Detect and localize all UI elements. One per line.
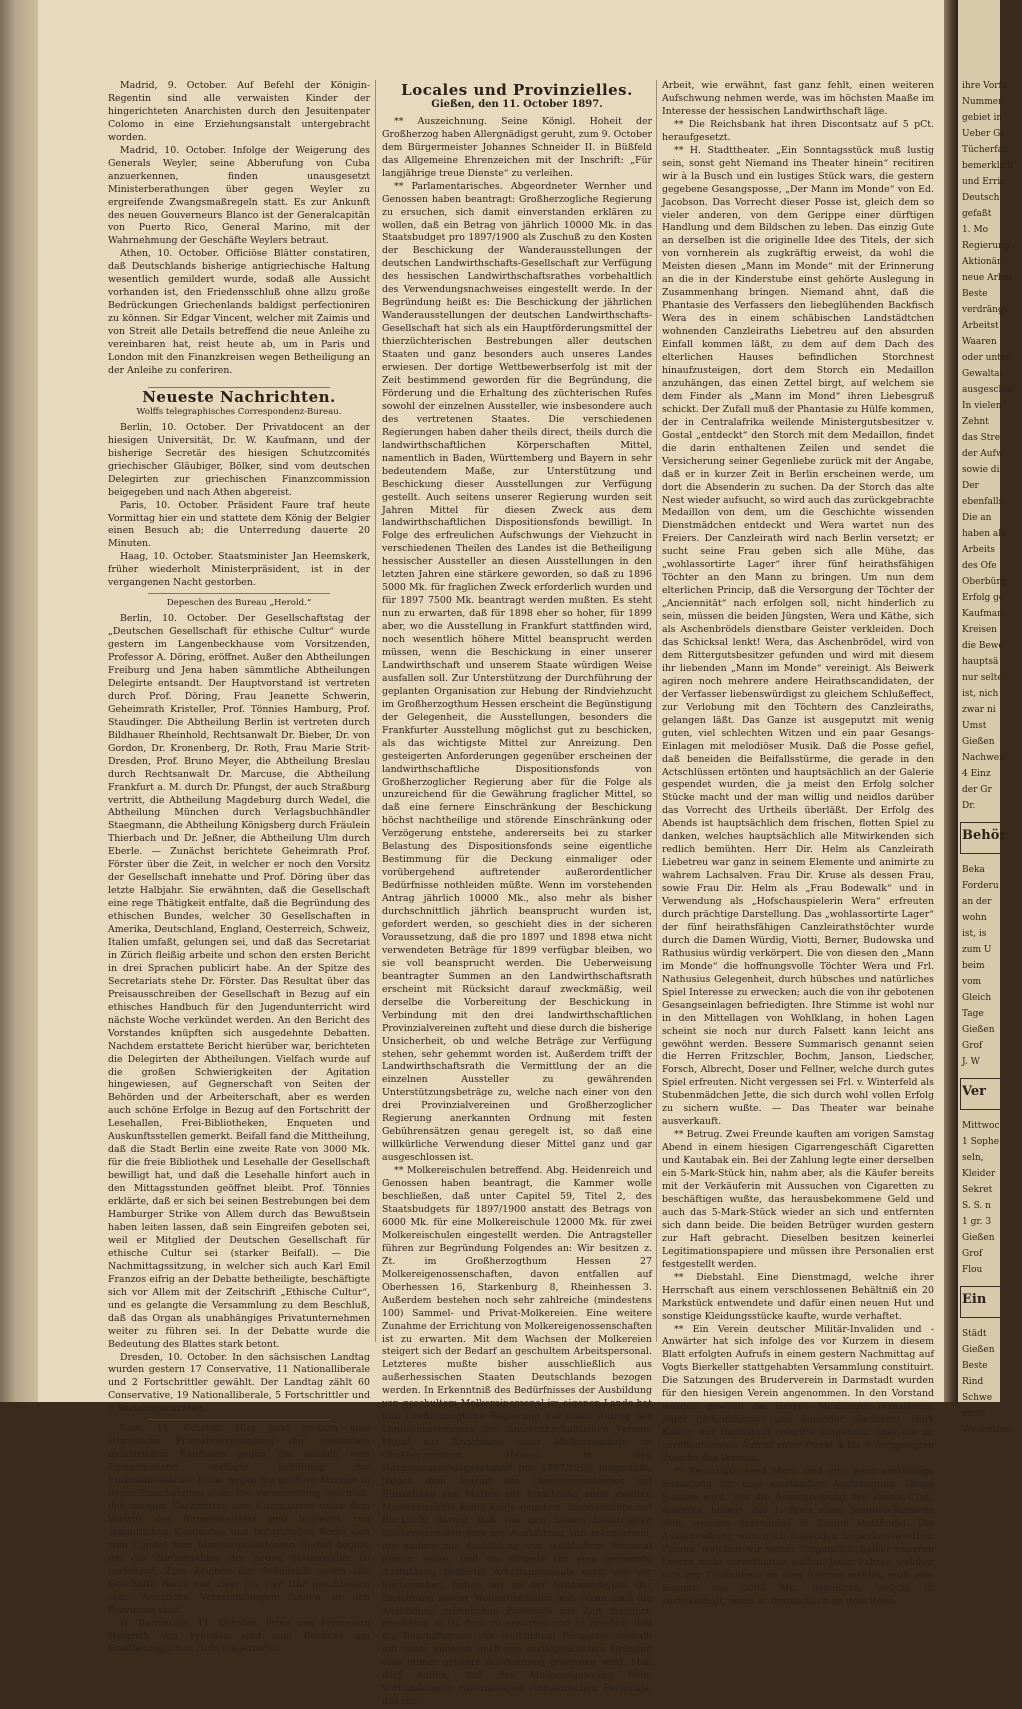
adjacent-page-text: Umst	[962, 721, 987, 731]
article-madrid-1: Madrid, 9. October. Auf Befehl der Königin-Regentin sind alle verwaisten Kinder der hingerichteten Anarchisten durch den Jesuitenpater Colomo in eine Erziehungsanstalt untergebracht worden.	[108, 80, 370, 143]
adjacent-page-ad-title: Ver	[962, 1084, 987, 1099]
adjacent-page-text: gefaßt	[962, 209, 992, 219]
page-edge-left	[0, 0, 38, 1402]
article-berlin-1: Berlin, 10. October. Der Privatdocent an der hiesigen Universität, Dr. W. Kaufmann, und der bisherige Secretär des hiesigen Schutzcomités griechischer Gläubiger, Bölker, sind vom deutschen Delegirten zur griechischen Finanzcommission beigegeben und nach Athen abgereist.	[108, 421, 370, 498]
dateline: Gießen, den 11. October 1897.	[431, 98, 603, 110]
adjacent-page-text: Grof	[962, 1249, 983, 1259]
adjacent-page-text: Beka	[962, 865, 985, 875]
adjacent-page-text: die Bewe	[962, 641, 1004, 651]
adjacent-page-text: Die an	[962, 513, 992, 523]
adjacent-page-text: der Gr	[962, 785, 992, 795]
adjacent-page-text: ist, nich	[962, 689, 999, 699]
adjacent-page-text: 1 Sophe	[962, 1137, 1000, 1147]
divider	[148, 1419, 330, 1420]
article-haag: Haag, 10. October. Staatsminister Jan Heemskerk, früher wiederholt Ministerpräsident, ist in der vergangenen Nacht gestorben.	[108, 551, 370, 589]
adjacent-page-text: Gießen	[962, 1025, 995, 1035]
article-molkereischulen: ** Molkereischulen betreffend. Abg. Heidenreich und Genossen haben beantragt, die Kammer wolle beschließen, daß unter Capitel 59, Titel 2, des Staatsbudgets für 1897/1900 anstatt des Betrags von 6000 Mk. für eine Molkereischule 12000 Mk. für zwei Molkereischulen eingestellt werden. Die Antragsteller führen zur Begründung Folgendes an: Wir besitzen z. Zt. im Großherzogthum Hessen 27 Molkereigenossenschaften, davon entfallen auf Oberhessen 16, Starkenburg 8, Rheinhessen 3. Außerdem bestehen noch sehr zahlreiche (mindestens 100) Sammel- und Privat-Molkereien. Eine weitere Zunahme der Errichtung von Molkereigenossenschaften ist zu erwarten. Mit dem Wachsen der Molkereien steigert sich der Bedarf an geschultem Arbeitspersonal. Letzteres mußte bisher ausschließlich aus außerhessischen Staaten Deutschlands bezogen werden. In Erkenntniß des Bedürfnisses der Ausbildung von geschultem Molkereipersonal im eigenen Lande hat nun Großherzogliche Regierung auf einen Antrag des Landesausschusses der landwirthschaftlichen Vereine Mittel zur Errichtung einer Molkereischule im Großherzogthum Hessen in den Hauptvoranschlagsentwurf pro 1897/1900 eingestellt, jedoch dem Antrag des Landesausschusses auf Einstellung von Mitteln zur Errichtung einer zweiten Molkereischule keine Folge gegeben. Insbesondere mit Rücksicht darauf, daß von den beiden beantragten Molkereischulen eine zur Ausbildung von männlichem, die andere zur Ausbildung von weiblichem Personal dienen sollte, und die Gründe für eine getrennte Ausbildung beiderlei Arbeitspersonals noch wie vor fortbestehen, halten wir an der Nothwendigkeit der Errichtung zweier Molkereischulen fest. Wenn auch die Ausbildung männlichen Personals zur Zeit dringlich erscheint, so ist doch zu erwarten und zu ersehen, daß die Beschäftigung von weiblichem Personale deshalb mit unter anderen auch aus socialpolitischen Gründen eine immer größere Ausdehnung gewinnen wird. Man darf hoffen, daß das Molkereigewerbe beim Vorhandensein zuverlässigen einheimischen Personals, das zur	[382, 1165, 652, 1708]
adjacent-page-text: S. S. n	[962, 1201, 991, 1211]
adjacent-page-text: haben als	[962, 529, 1006, 539]
article-auszeichnung: ** Auszeichnung. Seine Königl. Hoheit der Großherzog haben Allergnädigst geruht, zum 9. October dem Bürgermeister Johannes Schneider II. in Büßfeld das Allgemeine Ehrenzeichen mit der Inschrift: „Für langjährige treue Dienste“ zu verleihen.	[382, 115, 652, 179]
adjacent-page-text: Gießen	[962, 737, 995, 747]
column-2	[382, 81, 653, 1708]
adjacent-page-text: Städt	[962, 1329, 987, 1339]
adjacent-page-text: Gießen	[962, 1233, 995, 1243]
adjacent-page-text: hauptsä	[962, 657, 999, 667]
adjacent-page-text: zum U	[962, 945, 992, 955]
adjacent-page-text: Der	[962, 481, 979, 491]
adjacent-page-text: beim	[962, 961, 985, 971]
adjacent-page-text: 1 gr. 3	[962, 1217, 992, 1227]
article-darmstadt: H. Darmstadt, 11. October. Prinz und Prinzessin Heinrich von Preußen sind zum Besuche am Großherzoglichen Hofe eingetroffen.	[108, 1617, 370, 1655]
article-continuation: Arbeit, wie erwähnt, fast ganz fehlt, einen weiteren Aufschwung nehmen werde, was im höchsten Maaße im Interesse der hessischen Landwirthschaft läge.	[662, 80, 934, 117]
adjacent-page-text: des Ofe	[962, 561, 997, 571]
adjacent-page-text: gebiet in	[962, 113, 1003, 123]
adjacent-page-ad-title: Behör	[962, 828, 1007, 843]
adjacent-page-text: ebenfalls	[962, 497, 1004, 507]
adjacent-page-text: nicht	[962, 1409, 986, 1419]
adjacent-page-text: Nummer	[962, 97, 1003, 107]
column-rule	[375, 80, 376, 1342]
adjacent-page-text: Gießen	[962, 1345, 995, 1355]
adjacent-page-ad-title: Ein	[962, 1292, 987, 1307]
adjacent-page-text: ausgeschlo	[962, 385, 1013, 395]
adjacent-page-text: seln,	[962, 1153, 984, 1163]
section-subheading-herold: Depeschen des Bureau „Herold.“	[166, 598, 312, 609]
article-reichsbank: ** Die Reichsbank hat ihren Discontsatz auf 5 pCt. heraufgesetzt.	[662, 118, 934, 143]
column-rule	[656, 80, 657, 1342]
adjacent-page-text: Tage	[962, 1009, 984, 1019]
article-rom: Rom, 11. October. Hier fand gestern eine stürmische Protestversammlung der römischen industriellen Kaufleute gegen die neulich vom Finanzminister verfügte Erhöhung der Einkommensteuer bezw. gegen die größere Strenge in deren Einschätzung statt. Die Versammlung beschloß, daß morgen Nachmittag eine Commission unter dem Vortritt des Bürgermeisters und begleitet von sämmtlichen Kaufleuten und Industriellen Roms sich vom Capitol zum Ministerpräsidenten Rudini begibt, um die Zurücknahme der neuen Steuerrollen zu verlangen. Zum Zeichen der Solidarität sollen alle Geschäfte Roms von zwei bis vier Uhr geschlossen sein. Aehnliche Versammlungen fanden in den Provinzen statt.	[108, 1423, 370, 1616]
adjacent-page-text: Kleider	[962, 1169, 996, 1179]
article-madrid-2: Madrid, 10. October. Infolge der Weigerung des Generals Weyler, seine Abberufung von Cuba anzuerkennen, finden unausgesetzt Ministerberathungen über gegen Weyler zu ergreifende Zwangsmaßregeln statt. Es zur Ankunft des neuen Gouverneurs Blanco ist der Generalcapitän von Puerto Rico, General Marino, mit der Wahrnehmung der Geschäfte Weylers betraut.	[108, 144, 370, 247]
adjacent-page-text: zwar ni	[962, 705, 996, 715]
adjacent-page-text: Oberbürg	[962, 577, 1007, 587]
adjacent-page-text: Rind	[962, 1377, 984, 1387]
adjacent-page-text: ist, is	[962, 929, 987, 939]
article-dresden: Dresden, 10. October. In den sächsischen Landtag wurden gestern 17 Conservative, 11 Nationalliberale und 2 Fortschrittler gewählt. Der Landtag zählt 60 Conservative, 19 Nationalliberale, 5 Fortschrittler und 8 Sozialdemokraten.	[108, 1351, 370, 1415]
adjacent-page-text: Beste	[962, 289, 988, 299]
adjacent-page-text: In vielen	[962, 401, 1002, 411]
book-binding-gutter	[944, 0, 958, 1402]
adjacent-page-text: neue Arbei	[962, 273, 1012, 283]
adjacent-page-text: der Aufw	[962, 449, 1004, 459]
adjacent-page-text: bemerklich	[962, 161, 1014, 171]
adjacent-page-text: Weidenren	[962, 1425, 1012, 1435]
adjacent-page-text: Dr.	[962, 801, 976, 811]
adjacent-page-text: Arbeitst	[962, 321, 999, 331]
adjacent-page-text: ihre Vorfa	[962, 81, 1008, 91]
adjacent-page-text: nur selte	[962, 673, 1003, 683]
article-paris: Paris, 10. October. Präsident Faure traf heute Vormittag hier ein und stattete dem König der Belgier einen Besuch ab; die Unterredung dauerte 20 Minuten.	[108, 499, 370, 550]
section-heading-neueste-nachrichten: Neueste Nachrichten.	[142, 387, 336, 406]
adjacent-page-text: und Erric	[962, 177, 1006, 187]
adjacent-page-text: Schwe	[962, 1393, 993, 1403]
adjacent-page-text: vom	[962, 977, 982, 987]
adjacent-page-text: Flou	[962, 1265, 983, 1275]
adjacent-page-text: Nachweis	[962, 753, 1007, 763]
adjacent-page-text: Beste	[962, 1361, 988, 1371]
adjacent-page-text: Kaufman	[962, 609, 1003, 619]
divider	[148, 593, 330, 594]
divider	[148, 387, 330, 388]
adjacent-page-text: J. W	[962, 1057, 980, 1067]
adjacent-page-text: Waaren	[962, 337, 997, 347]
adjacent-page-text: Gewaltat	[962, 369, 1004, 379]
adjacent-page-text: verdrängt	[962, 305, 1008, 315]
adjacent-page-text: sowie di	[962, 465, 1000, 475]
adjacent-page-text: Grof	[962, 1041, 983, 1051]
adjacent-page-text: Tücherfab	[962, 145, 1009, 155]
article-stadttheater: ** H. Stadttheater. „Ein Sonntagsstück muß lustig sein, sonst geht Niemand ins Theater hinein“ recitiren wir à la Busch und ein lustiges Stück wars, die gestern gegebene Gesangsposse, „Der Mann im Monde“ von Ed. Jacobson. Das Vorrecht dieser Posse ist, gleich dem so vieler anderen, von dem Gerippe einer dürftigen Handlung und dem Bildschen zu leben. Das einzig Gute an derselben ist die originelle Idee des Titels, der sich von vornherein als zugkräftig erweist, da wohl die Meisten diesen „Mann im Monde“ mit der Erinnerung an die in der Kinderstube einst gehörte Auslegung in Zusammenhang bringen. Niemand ahnt, daß die Phantasie des Verfassers den liebeglühenden Backfisch Wera des in einem schäbischen Landstädtchen wohnenden Canzleiraths Liebetreu auf den absurden Einfall kommen läßt, zu dem auf dem Dach des elterlichen Hauses befindlichen Storchnest hinaufzusteigen, dort dem Storch ein Medaillon anzuhängen, das einen Zettel birgt, auf welchem sie dem Finder als „Mann im Mond“ ihren Liebesgruß schickt. Der Zufall muß der Phantasie zu Hülfe kommen, der in Centralafrika weilende Ministergutsbesitzer v. Gostal „entdeckt“ den Storch mit dem Medaillon, findet die darin enthaltenen Zeilen und sendet die Versicherung seiner Gegenliebe zurück mit der Angabe, daß er in kurzer Zeit in Berlin erscheinen werde, um dort die Absenderin zu suchen. Da der Storch das alte Nest wieder aufsucht, so wird auch das zurückgebrachte Medaillon von dem, um die Geschichte wissenden Dienstmädchen entdeckt und Wera wartet nun des Freiers. Der Canzleirath wird nach Berlin versetzt; er sucht seine Frau geben sich alle Mühe, das „wohlassortirte Lager“ ihrer fünf heirathsfähigen Töchter an den Mann zu bringen. Um nun dem elterlichen Princip, daß die Versorgung der Töchter der „Anciennität“ nach erfolgen soll, nicht hinderlich zu sein, müssen die beiden Jüngsten, Wera und Käthe, sich als Aschenbrödels dienstbare Geister verkleiden. Doch das Schicksal lenkt! Wera, das Aschenbrödel, wird von dem Rittergutsbesitzer gefunden und wird mit diesem ihr liebenden „Mann im Monde“ vereinigt. Als Beiwerk agiren noch mehrere andere Heirathscandidaten, der der Verfasser liebenswürdigst zu gleichem Schlußeffect, zur Verlobung mit den Töchtern des Canzleiraths, gelangen läßt. Das Ganze ist ausgeputzt mit wenig guten, viel schlechten Witzen und ein paar Gesangs-Einlagen mit melodiöser Musik. Daß die Posse gefiel, daß beneiden die Beifallsstürme, die gerade in den Actschlüssen ertönten und hauptsächlich an der Galerie gespendet wurden, die ja meist den Erfolg solcher Stücke macht und der man willig und neidlos darüber das Vorrecht des Urtheils überläßt. Der Erfolg des Abends ist hauptsächlich dem frischen, flotten Spiel zu danken, welches hauptsächlich alle Mitwirkenden sich redlich bemühten. Herr Dir. Helm als Canzleirath Liebetreu war ganz in seinem Elemente und animirte zu wahrem Lachsalven. Frau Dir. Kruse als dessen Frau, sowie Frau Dir. Helm als „Frau Bodewalk“ und in Verwendung als „Hofschauspielerin Wera“ erfreuten durch prächtige Darstellung. Das „wohlassortirte Lager“ der fünf heirathsfähigen Canzleirathstöchter wurde durch die Damen Würdig, Viotti, Berner, Budowska und Rathusius würdig verkörpert. Die von diesen den „Mann im Monde“ die hoffnungsvolle Töchter Wera und Frl. Nathusius Gelegenheit, durch hübsches und natürliches Spiel Interesse zu erwecken; auch die von ihr gebotenen Gesangseinlagen befriedigten. Ihre Stimme ist wohl nur in den Mittellagen von Wohlklang, in hohen Lagen scheint sie noch nur durch Falsett kann leicht ans gewöhnt werden. Bessere Summarisch genannt seien die Herren Fritzschler, Bochm, Janson, Liedscher, Forsch, Albrecht, Doser und Fellner, welche durch gutes Spiel erfreuten. Nicht vergessen sei Frl. v. Winterfeld als Stubenmädchen Jette, die sich durch wohl vollen Erfolg zu sichern wußte. — Das Theater war beinahe ausverkauft.	[662, 144, 934, 1128]
adjacent-page-text: Gleich	[962, 993, 992, 1003]
adjacent-page-text: das Stre	[962, 433, 1001, 443]
article-zwanzigtausend-mark: ** Zwanzigtausend Mark sind eine ganz anständige Bezahlung für eine einständige Anstrengung. Obige Summe wird, wie die Ausschreibung des Boston-Club, Amerika, besagt, der 1. Preis eines Stunden-Rennens sein, welches demnächst in Boston stattfindet. Die Ausschreibung wird noch folgenden bemerkenswerthen Passus, welchen wir seiner Originalität halber unseren Lesern nicht vorenthalten wollen: Jeder Fahrer, welcher sich zur Theilnahme an dem Rennen meldet, muß eine Summe von 2000 Mk. deponiren, welche er zurückerhält, wenn er thatsächlich an dem Renn-	[662, 1465, 934, 1607]
column-1	[108, 80, 370, 1655]
adjacent-page-text: Sekret	[962, 1185, 993, 1195]
adjacent-page-text: Kreisen	[962, 625, 997, 635]
adjacent-page-sliver	[958, 0, 1014, 1435]
adjacent-page-text: 4 Einz	[962, 769, 991, 779]
article-athen: Athen, 10. October. Officiöse Blätter constatiren, daß Deutschlands bisherige antigriechische Haltung wesentlich gemildert wurde, sodaß alle Aussicht vorhanden ist, den Friedensschluß ohne allzu große Bedrückungen Griechenlands baldigst perfectioniren zu können. Sir Edgar Vincent, welcher mit Zaimis und von Streit alle Details betreffend die neue Anleihe zu vereinbaren hat, reist heute ab, um in Paris und London mit den Finanzkreisen wegen Betheiligung an der Anleihe zu conferiren.	[108, 248, 370, 376]
section-subheading-wolff: Wolffs telegraphisches Correspondenz-Bureau.	[136, 406, 342, 417]
adjacent-page-text: Arbeits	[962, 545, 996, 555]
adjacent-page-text: Ueber Gi	[962, 129, 1004, 139]
adjacent-page-text: Forderu	[962, 881, 999, 891]
adjacent-page-text: Mittwoc	[962, 1121, 1000, 1131]
article-parlamentarisches: ** Parlamentarisches. Abgeordneter Wernher und Genossen haben beantragt: Großherzogliche Regierung zu ersuchen, sich damit einverstanden erklären zu wollen, daß ein Betrag von jährlich 10000 Mk. in das Staatsbudget pro 1897/1900 als Zuschuß zu den Kosten der Beschickung der Wanderausstellungen der deutschen Landwirthschafts-Gesellschaft zur Verfügung des hessischen Landwirthschaftsrathes vorbehaltlich des Verwendungsnachweises eingestellt werde. In der Begründung heißt es: Die Beschickung der jährlichen Wanderausstellungen der deutschen Landwirthschafts-Gesellschaft hat sich als ein Hauptförderungsmittel der thierzüchterischen Bestrebungen aller deutschen Staaten und ganz besonders auch unseres Landes erwiesen. Der dortige Wettbewerbserfolg ist mit der Zeit bestimmend geworden für die Begründung, die Förderung und die Erhaltung des züchterischen Rufes sowohl der einzelnen Aussteller, wie insbesondere auch des vertretenen Staates. Die verschiedenen Regierungen haben daher theils direct, theils durch die landwirthschaftlichen Körperschaften Mittel, namentlich in Baden, Württemberg und Bayern in sehr bedeutendem Maße, zur Unterstützung und Beschickung dieser Ausstellungen zur Verfügung gestellt. Auch seitens unserer Regierung wurden seit Jahren Mittel für diesen Zweck aus dem landwirthschaftlichen Dispositionsfonds bewilligt. In Folge des erfreulichen Aufschwungs der Viehzucht in verschiedenen Theilen des Landes ist die Betheiligung hessischer Aussteller an diesen Ausstellungen in den letzten Jahren eine stärkere geworden, so daß zu 1896 5000 Mk. für fraglichen Zweck erforderlich wurden und für 1897 7500 Mk. beantragt werden mußten. Es steht nun zu erwarten, daß für 1898 eher so hoher, für 1899 aber, wo die Ausstellung in Frankfurt stattfinden wird, noch wesentlich höhere Mittel beansprucht werden müssen, wenn die Beschickung in einer unserer Landwirthschaft und unserem Staate würdigen Weise ausfallen soll. Zur Unterstützung der Durchführung der geplanten Organisation zur Hebung der Rindviehzucht im Großherzogthum Hessen erscheint die Begünstigung der Gelegenheit, die Ausstellungen, besonders die Frankfurter Ausstellung möglichst gut zu beschicken, als das wichtigste Mittel zur Anreizung. Den gesteigerten Anforderungen gegenüber erscheinen der landwirthschaftliche Dispositionsfonds von Großherzoglicher Regierung aber für die Folge als unzureichend für die Gewährung fraglicher Mittel, so daß eine fernere Einschränkung der Beschickung höchst nachtheilige und störende Einschränkung oder Verzögerung entstehe, andererseits bei zu starker Belastung des Dispositionsfonds seine eigentliche Bestimmung für die Deckung einmaliger oder vorübergehend auftretender außerordentlicher Bedürfnisse nothleiden müßte. Wenn im vorstehenden Antrag jährlich 10000 Mk., also mehr als bisher durchschnittlich jährlich beansprucht wurden ist, gefordert werden, so geschieht dies in der sicheren Voraussetzung, daß die pro 1897 und 1898 etwa nicht verwendeten Beträge für 1899 verfügbar bleiben, wo sie voll beansprucht werden. Die Ueberweisung beantragter Summen an den Landwirthschaftsrath erscheint mit Rücksicht darauf zweckmäßig, weil derselbe die Vorbereitung der Beschickung in Verbindung mit den drei landwirthschaftlichen Provinzialvereinen zufteht und diese durch die bisherige Unsicherheit, ob und welche Beträge zur Verfügung stehen, sehr gehemmt worden ist. Außerdem trifft der Landwirthschaftsrath die Vermittlung der an die einzelnen Aussteller zu gewährenden Unterstützungsbeträge zu, welche nach einer von den drei Provinzialvereinen und Großherzoglicher Regierung anerkannten Ordnung mit festen Gebührensätzen genau geregelt ist, so daß eine willkürliche Verwendung dieser Mittel ganz und gar ausgeschlossen ist.	[382, 180, 653, 1164]
article-militaer-verein: ** Ein Verein deutscher Militär-Invaliden und -Anwärter hat sich infolge des vor Kurzem in diesem Blatt erfolgten Aufrufs in einem gestern Nachmittag auf Vogts Bierkeller stattgehabten Versammlung constituirt. Die Satzungen des Bruderverein in Darmstadt wurden für den hiesigen Verein angenommen. In den Vorstand wurden gewählt die Herren Meißlinger (Präsident), Jäger (Schriftführer) und Semmler (Rechner). Herr Köhler aus Darmstadt referirte eingehend über die im veröffentlichten Aufruf unter Punkt 4 bis 6 festgelegten Zwecke des Vereins.	[662, 1323, 934, 1465]
adjacent-page-text: oder unter	[962, 353, 1011, 363]
adjacent-page-text: Regierung	[962, 241, 1010, 251]
article-diebstahl: ** Diebstahl. Eine Dienstmagd, welche ihrer Herrschaft aus einem verschlossenen Behältniß ein 20 Markstück entwendete und dafür einen neuen Hut und sonstige Kleidungsstücke kaufte, wurde verhaftet.	[662, 1271, 934, 1322]
adjacent-page-text: Deutsch	[962, 193, 1000, 203]
adjacent-page-text: Zehnt	[962, 417, 989, 427]
section-heading-locales: Locales und Provinzielles.	[401, 81, 633, 99]
adjacent-page-text: 1. Mo	[962, 225, 989, 235]
adjacent-page-text: an der	[962, 897, 992, 907]
column-3	[662, 80, 934, 1607]
adjacent-page-text: wohn	[962, 913, 987, 923]
article-betrug: ** Betrug. Zwei Freunde kauften am vorigen Samstag Abend in einem hiesigen Cigarrengeschäft Cigaretten und Kautabak ein. Bei der Zahlung legte einer derselben ein 5-Mark-Stück hin, nahm aber, als die Käufer bereits mit der Verkäuferin mit Aussuchen von Cigaretten zu beschäftigen wußte, das herausbekommene Geld und auch das 5-Mark-Stück wieder an sich und entfernten sich dann beide. Die beiden Betrüger wurden gestern zur Haft gebracht. Dieselben besitzen keinerlei Legitimationspapiere und müssen ihre Personalien erst festgestellt werden.	[662, 1129, 934, 1270]
adjacent-page-text: Aktionär	[962, 257, 1002, 267]
article-berlin-2: Berlin, 10. October. Der Gesellschaftstag der „Deutschen Gesellschaft für ethische Cultur“ wurde gestern im Langenbeckhause vom Vorsitzenden, Professor A. Döring, eröffnet. Außer den Abtheilungen Freiburg und Jena haben sämmtliche Abtheilungen Delegirte entsandt. Der Hauptvorstand ist vertreten durch Prof. Döring, Frau Jeanette Schwerin, Geheimrath Kristeller, Prof. Tönnies Hamburg, Prof. Staudinger. Die Abtheilung Berlin ist vertreten durch Bildhauer Rheinhold, Rechtsanwalt Dr. Bieber, Dr. von Gordon, Dr. Kronenberg, Dr. Roth, Frau Marie Strit-Dresden, Prof. Bruno Meyer, die Abtheilung Breslau durch Rechtsanwalt Dr. Marcuse, die Abtheilung Frankfurt a. M. durch Dr. Pfungst, der auch Straßburg vertritt, die Abtheilung Magdeburg durch Wedel, die Abtheilung München durch Verlagsbuchhändler Staegmann, die Abtheilung Königsberg durch Fräulein Thierbach und Dr. Jeßner, die Abtheilung Ulm durch Eberle. — Zunächst berichtete Geheimrath Prof. Förster über die Zeit, in welcher er noch den Vorsitz der Gesellschaft innehatte und Prof. Döring über das letzte Halbjahr. Sie erwähnten, daß die Gesellschaft eine rege Thätigkeit entfalte, daß die Begründung des ethischen Bundes, welcher 30 Gesellschaften in Amerika, Deutschland, England, Oesterreich, Schweiz, Italien umfaßt, gelungen sei, und daß das Secretariat in Zürich fleißig arbeite und schon den ersten Bericht in drei Sprachen publicirt habe. An der Spitze des Secretariats stehe Dr. Förster. Das Resultat über das Preisausschreiben der Gesellschaft in Bezug auf ein ethisches Handbuch für den Jugendunterricht wird nächste Woche verkündet werden. An den Bericht des Vorstandes knüpften sich ausgedehnte Debatten. Nachdem erstattete Bericht hierüber war, berichteten die Delegirten der Abtheilungen. Vielfach wurde auf die großen Schwierigkeiten der Agitation hingewiesen, auf Gegnerschaft von Seiten der Behörden und der Arbeiterschaft, aber es werden auch schöne Erfolge in Bezug auf den Fortschritt der Lesehallen, Frei-Bibliotheken, Enqueten und Auskunftsstellen gemerkt. Beifall fand die Mittheilung, daß die Stadt Berlin eine zweite Rate von 3000 Mk. für die freie Bibliothek und Lesehalle der Gesellschaft bewilligt hat, und daß die Lesehalle hinfort auch in den Mittagsstunden geöffnet bleibt. Prof. Tönnies erklärte, daß er sich bei seinen Bestrebungen bei dem Hamburger Strike von Allem durch das Bewußtsein haben leiten lassen, daß sein Eingreifen geboten sei, weil er Mitglied der Deutschen Gesellschaft für ethische Cultur sei (starker Beifall). — Die Nachmittagssitzung, in welcher sich auch Karl Emil Franzos eifrig an der Debatte betheiligte, beschäftigte sich vor Allem mit der Zeitschrift „Ethische Cultur“, und es gelangte die Versammlung zu dem Beschluß, daß das Organ als unabhängiges Privatunternehmen weiter zu führen sei. In der Debatte wurde die Bedeutung des Blattes stark betont.	[108, 613, 370, 1350]
adjacent-page-text: Erfolg ge	[962, 593, 1005, 603]
